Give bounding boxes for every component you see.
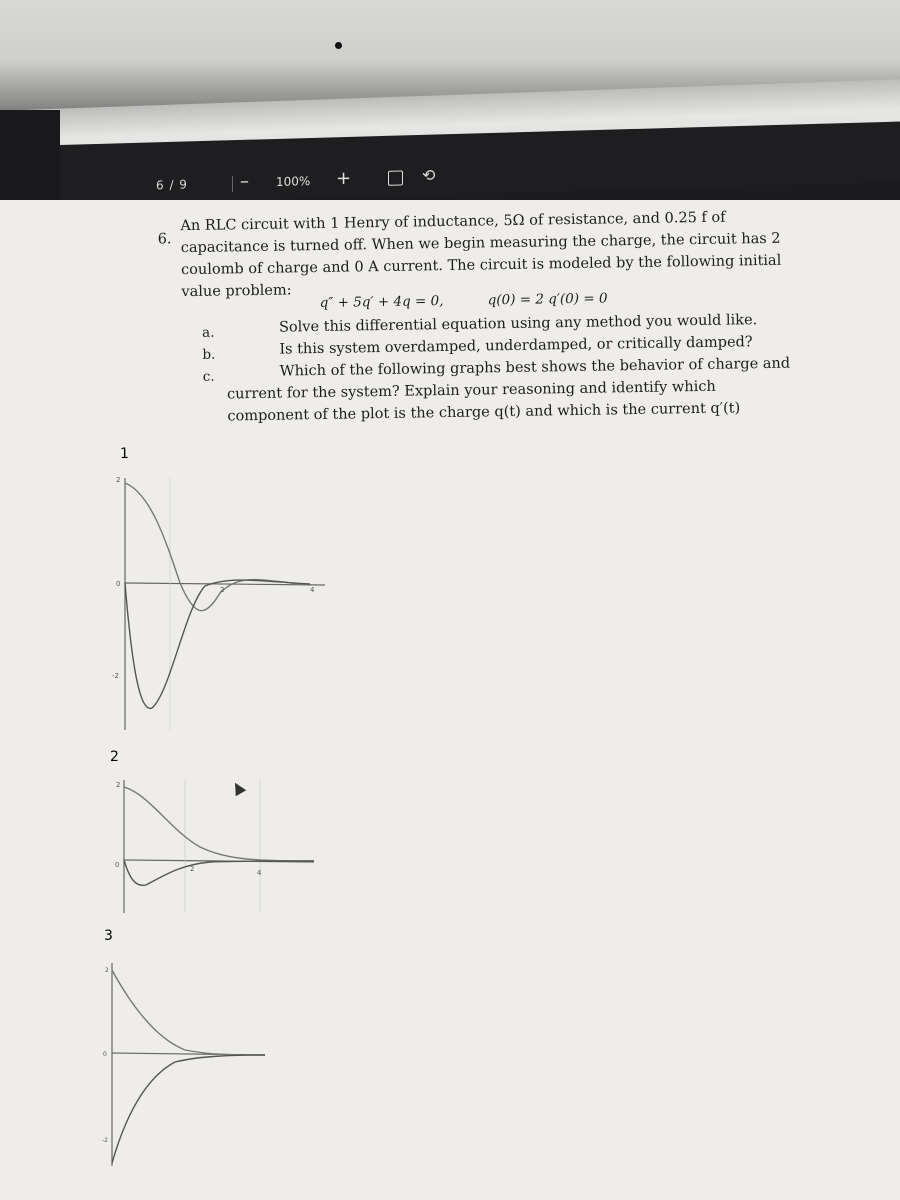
- graph-2[interactable]: [110, 775, 330, 920]
- item-b-text: Is this system overdamped, underdamped, or critically damped?: [279, 334, 753, 358]
- graph-3[interactable]: [100, 958, 275, 1173]
- item-a-letter: a.: [201, 324, 215, 341]
- graph-1[interactable]: [110, 468, 340, 738]
- item-c-text: Which of the following graphs best shows the behavior of charge and: [279, 355, 791, 380]
- differential-equation: [320, 290, 608, 311]
- graph-1-charge-curve: [125, 483, 310, 611]
- zoom-level: 100%: [276, 174, 311, 189]
- graph-2-charge-curve: [124, 787, 314, 861]
- initial-conditions: q(0) = 2 q′(0) = 0: [487, 290, 608, 309]
- graph-1-tick-y-bottom: -2: [112, 672, 119, 680]
- document-page: [0, 200, 900, 1200]
- graph-1-tick-x-end: 4: [310, 586, 315, 594]
- question-number: 6.: [157, 231, 172, 248]
- graph-2-tick-x-mid: 2: [190, 865, 195, 873]
- toolbar-divider: [232, 176, 233, 192]
- page-indicator: 6 / 9: [156, 177, 188, 193]
- camera-dot: [335, 42, 342, 49]
- graph-1-current-curve: [125, 580, 310, 708]
- equation-text: q″ + 5q′ + 4q = 0,: [319, 293, 444, 311]
- graph-2-tick-y-top: 2: [116, 781, 121, 789]
- graph-1-tick-y-zero: 0: [116, 580, 121, 588]
- item-c-letter: c.: [202, 368, 215, 385]
- graph-3-charge-curve: [112, 970, 265, 1055]
- graph-2-label: 2: [110, 749, 119, 765]
- zoom-out-button[interactable]: –: [240, 170, 249, 192]
- graph-2-current-curve: [124, 860, 314, 885]
- graph-1-label: 1: [120, 446, 129, 462]
- item-a-text: Solve this differential equation using any method you would like.: [278, 312, 758, 336]
- item-c-continuation-1: current for the system? Explain your reasoning and identify which: [226, 378, 716, 403]
- graph-1-tick-x-mid: 2: [220, 586, 225, 594]
- fit-page-icon[interactable]: [388, 170, 403, 185]
- graph-3-tick-y-bottom: -2: [102, 1137, 108, 1144]
- graph-3-current-curve: [112, 1055, 265, 1163]
- graph-3-tick-y-top: 2: [105, 967, 109, 974]
- graph-3-tick-y-zero: 0: [103, 1051, 107, 1058]
- item-c-continuation-2: component of the plot is the charge q(t) and which is the current q′(t): [227, 400, 741, 425]
- item-b-letter: b.: [202, 346, 216, 363]
- graph-3-label: 3: [104, 928, 113, 944]
- question-intro: An RLC circuit with 1 Henry of inductance, 5Ω of resistance, and 0.25 f of capacitance is turned off. When we begin measuring the charge, the circuit has 2 coulomb of charge and 0 A current. The circuit is modeled by the following initial value problem:: [180, 209, 782, 301]
- graph-1-tick-y-top: 2: [116, 476, 121, 484]
- graph-2-tick-y-zero: 0: [115, 861, 120, 869]
- zoom-in-button[interactable]: +: [336, 167, 352, 190]
- graph-2-tick-x-end: 4: [257, 869, 262, 877]
- rotate-icon[interactable]: ⟲: [422, 165, 436, 185]
